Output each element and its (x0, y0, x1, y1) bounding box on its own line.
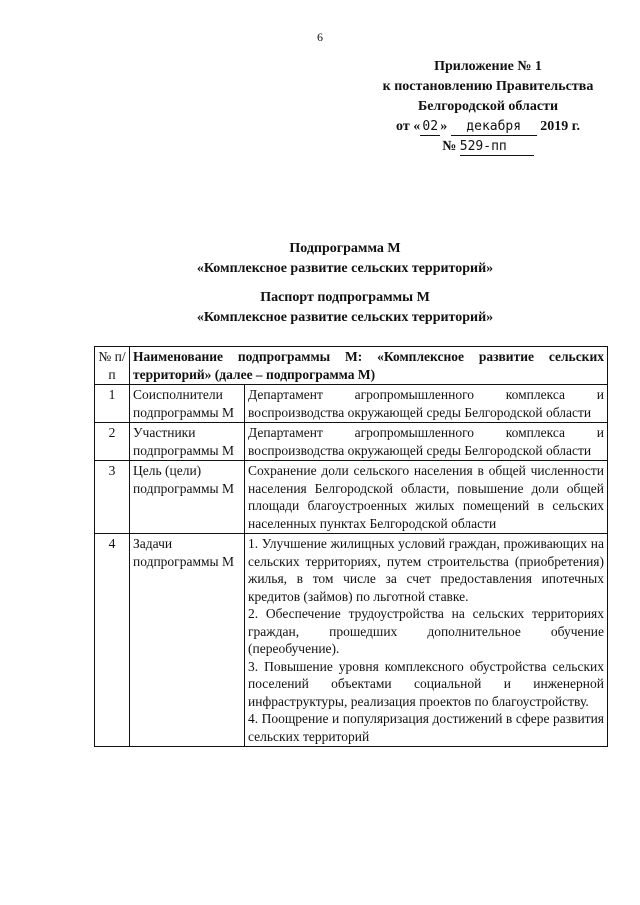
appendix-decree-line: к постановлению Правительства (382, 79, 594, 94)
passport-title (0, 288, 640, 328)
row-num-cell: 2 (95, 423, 130, 461)
appendix-title: Приложение № 1 (434, 59, 542, 74)
row-name-cell: Цель (цели) подпрограммы М (130, 461, 245, 534)
table-row (95, 461, 608, 534)
table-row (95, 385, 608, 423)
row-num-cell: 4 (95, 534, 130, 747)
row-name-cell: Задачи подпрограммы М (130, 534, 245, 747)
date-year: 2019 г. (540, 119, 580, 134)
task-item: 2. Обеспечение трудоустройства на сельских территориях граждан, прошедших дополнительное обучение (переобучение). (248, 606, 604, 656)
decree-number: 529-пп (460, 139, 534, 156)
appendix-block (368, 57, 608, 157)
row-name-cell: Соисполнители подпрограммы М (130, 385, 245, 423)
appendix-region-line: Белгородской области (417, 99, 559, 114)
header-title-cell: Наименование подпрограммы М: «Комплексное развитие сельских территорий» (далее – подпрограмма М) (130, 347, 608, 385)
date-prefix: от « (396, 119, 421, 134)
appendix-date-line (368, 117, 608, 137)
row-value-cell: Департамент агропромышленного комплекса и воспроизводства окружающей среды Белгородской области (245, 423, 608, 461)
date-month: декабря (451, 119, 537, 136)
row-num-cell: 1 (95, 385, 130, 423)
subprogram-title-line1: Подпрограмма М (289, 241, 401, 256)
subprogram-title (0, 239, 640, 279)
passport-title-line2: «Комплексное развитие сельских территорий» (196, 310, 494, 325)
row-num-cell: 3 (95, 461, 130, 534)
row-value-cell: Департамент агропромышленного комплекса и воспроизводства окружающей среды Белгородской области (245, 385, 608, 423)
table-header-row (95, 347, 608, 385)
passport-table (94, 346, 608, 747)
appendix-number-line (368, 137, 608, 157)
date-day: 02 (420, 119, 440, 136)
task-item: 1. Улучшение жилищных условий граждан, проживающих на сельских территориях, путем строительства (приобретения) жилья, в том числе за счет предоставления ипотечных кредитов (займов) по льготной ставке. (248, 536, 604, 604)
row-value-cell: Сохранение доли сельского населения в общей численности населения Белгородской области, повышение доли общей площади благоустроенных жилых помещений в сельских населенных пунктах Белгородской области (245, 461, 608, 534)
row-name-cell: Участники подпрограммы М (130, 423, 245, 461)
table-row (95, 534, 608, 747)
task-item: 3. Повышение уровня комплексного обустройства сельских поселений объектами социальной и инженерной инфраструктуры, реализация проектов по благоустройству. (248, 658, 604, 709)
subprogram-title-line2: «Комплексное развитие сельских территорий» (196, 261, 494, 276)
header-num-cell: № п/п (95, 347, 130, 385)
number-prefix: № (442, 139, 457, 154)
passport-title-line1: Паспорт подпрограммы М (260, 290, 430, 305)
row-tasks-cell (245, 534, 608, 747)
task-item: 4. Поощрение и популяризация достижений в сфере развития сельских территорий (248, 711, 604, 744)
page-number: 6 (317, 30, 323, 44)
date-quote: » (440, 119, 448, 134)
table-row (95, 423, 608, 461)
